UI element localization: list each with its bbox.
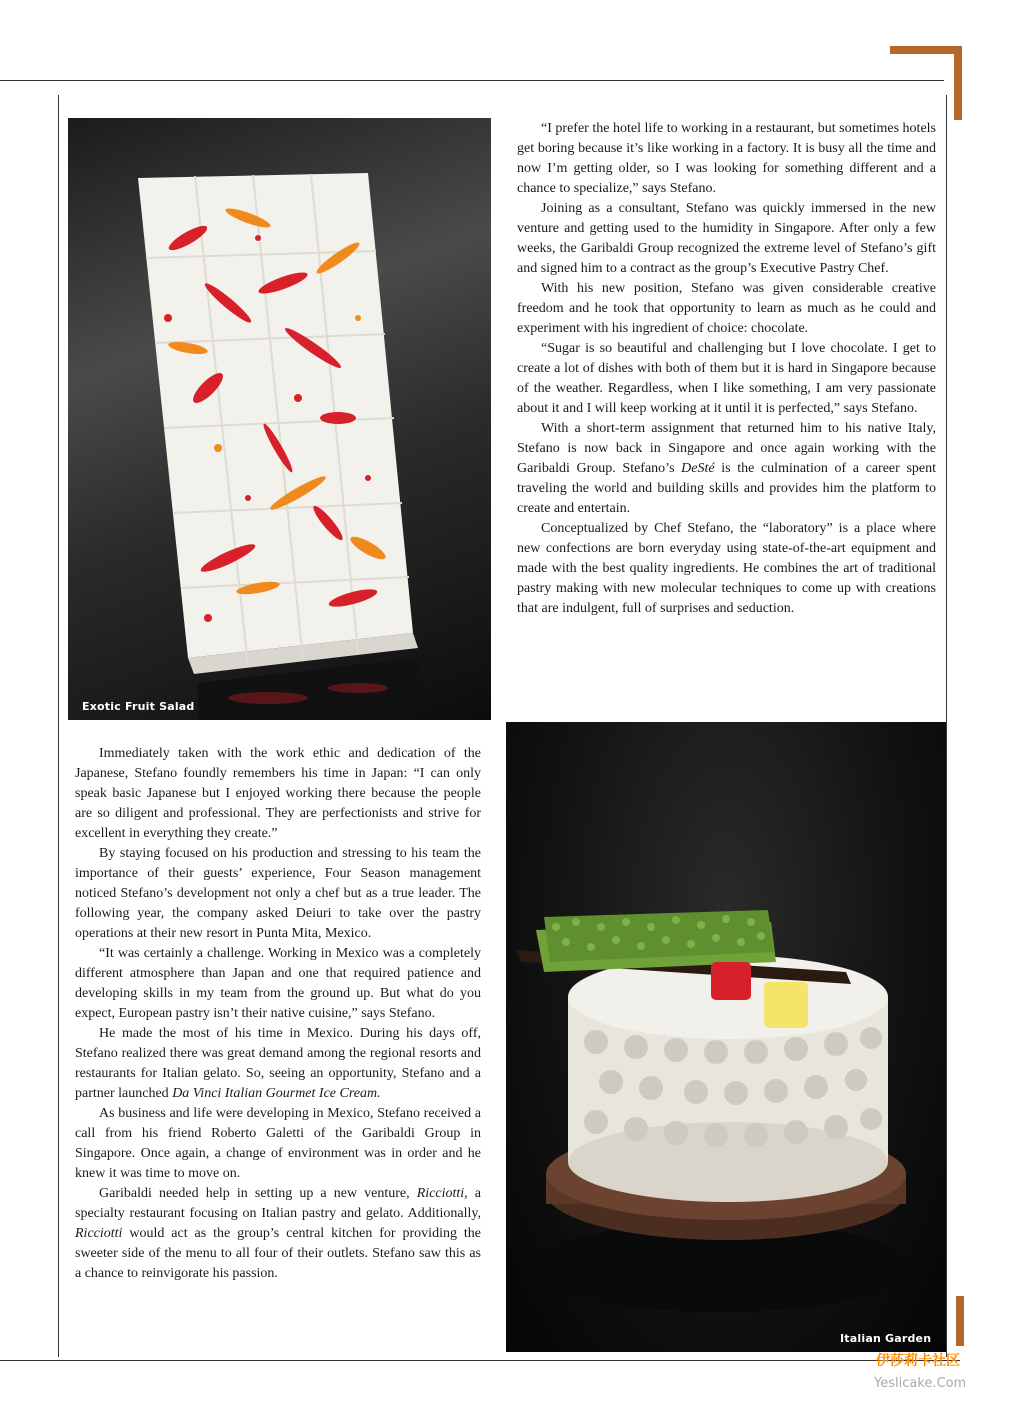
photo-italian-garden (506, 722, 946, 1352)
paragraph (75, 944, 481, 1024)
paragraph-text: “Sugar is so beautiful and challenging but I love chocolate. I get to create a lot of dishes with both of them but it is hard in Singapore because of the weather. Regardless, when I like something, I am very passionate about it and I will keep working at it until it is perfected,” says Stefano. (517, 341, 936, 416)
top-rule (0, 80, 944, 81)
watermark-chinese: 伊莎莉卡社区 (876, 1353, 960, 1369)
dessert-image (506, 722, 946, 1352)
paragraph-text: Immediately taken with the work ethic and dedication of the Japanese, Stefano foundly remembers his time in Japan: “I can only speak basic Japanese but I enjoyed working there because the people are so diligent and professional. They are perfectionists and strive for excellent in everything they create.” (75, 746, 481, 841)
watermark-site: Yeslicake.Com (874, 1376, 967, 1391)
paragraph-text: Conceptualized by Chef Stefano, the “laboratory” is a place where new confections are born everyday using state-of-the-art equipment and made with the best quality ingredients. He combines the art of traditional pastry making with new molecular techniques to come up with creations that are indulgent, full of surprises and seduction. (517, 521, 936, 616)
paragraph (517, 119, 936, 199)
italic-title: Ricciotti (75, 1226, 123, 1241)
left-text-column (75, 744, 481, 1284)
right-column-rule (946, 95, 947, 1357)
paragraph-text: With his new position, Stefano was given considerable creative freedom and he took that opportunity to learn as much as he could and experiment with his ingredient of choice: chocolate. (517, 281, 936, 336)
paragraph (75, 1024, 481, 1104)
paragraph (517, 339, 936, 419)
photo-caption: Italian Garden (840, 1332, 932, 1345)
paragraph (75, 1184, 481, 1284)
paragraph (517, 199, 936, 279)
bottom-rule (0, 1360, 960, 1361)
right-text-column (517, 119, 936, 619)
corner-ornament-top (890, 46, 962, 120)
paragraph-text: “I prefer the hotel life to working in a restaurant, but sometimes hotels get boring because it’s like working in a factory. It is busy all the time and now I’m getting older, so I was looking for something different and a chance to specialize,” says Stefano. (517, 121, 936, 196)
paragraph-text: He made the most of his time in Mexico. During his days off, Stefano realized there was great demand among the regional resorts and restaurants for Italian gelato. So, seeing an opportunity, Stefano and a partner launched (75, 1026, 481, 1101)
paragraph (75, 744, 481, 844)
italic-title: DeSté (681, 461, 715, 476)
italic-title: Da Vinci Italian Gourmet Ice Cream. (172, 1086, 381, 1101)
paragraph (75, 844, 481, 944)
paragraph-text: By staying focused on his production and stressing to his team the importance of their guests’ experience, Four Season management noticed Stefano’s development not only a chef but as a true leader. The following year, the company asked Deiuri to take over the pastry operations at their new resort in Punta Mita, Mexico. (75, 846, 481, 941)
italic-title: Ricciotti, (416, 1186, 468, 1201)
photo-exotic-fruit-salad (68, 118, 491, 720)
photo-caption: Exotic Fruit Salad (82, 700, 195, 713)
paragraph-text: “It was certainly a challenge. Working in Mexico was a completely different atmosphere than Japan and one that required patience and developing skills in my team from the ground up. But what do you expect, European pastry isn’t their native cuisine,” says Stefano. (75, 946, 481, 1021)
paragraph-text: is the culmination of a career spent traveling the world and building skills and provides him the platform to create and entertain. (517, 461, 936, 516)
paragraph-text: With a short-term assignment that returned him to his native Italy, Stefano is now back in Singapore and once again working with the Garibaldi Group. Stefano’s (517, 421, 936, 476)
paragraph-text: Garibaldi needed help in setting up a new venture, (99, 1186, 417, 1201)
paragraph (75, 1104, 481, 1184)
paragraph-text: would act as the group’s central kitchen for providing the sweeter side of the menu to all four of their outlets. Stefano saw this as a chance to reinvigorate his passion. (75, 1226, 481, 1281)
paragraph-text: As business and life were developing in Mexico, Stefano received a call from his friend Roberto Galetti of the Garibaldi Group in Singapore. Once again, a change of environment was in order and he knew it was time to move on. (75, 1106, 481, 1181)
chocolate-bar-image (68, 118, 491, 720)
paragraph (517, 419, 936, 519)
paragraph (517, 279, 936, 339)
paragraph (517, 519, 936, 619)
paragraph-text: Joining as a consultant, Stefano was quickly immersed in the new venture and getting used to the humidity in Singapore. After only a few weeks, the Garibaldi Group recognized the extreme level of Stefano’s gift and signed him to a contract as the group’s Executive Pastry Chef. (517, 201, 936, 276)
corner-ornament-bottom (950, 1296, 964, 1346)
left-column-rule (58, 95, 59, 1357)
paragraph-text: a specialty restaurant focusing on Italian pastry and gelato. Additionally, (75, 1186, 481, 1221)
